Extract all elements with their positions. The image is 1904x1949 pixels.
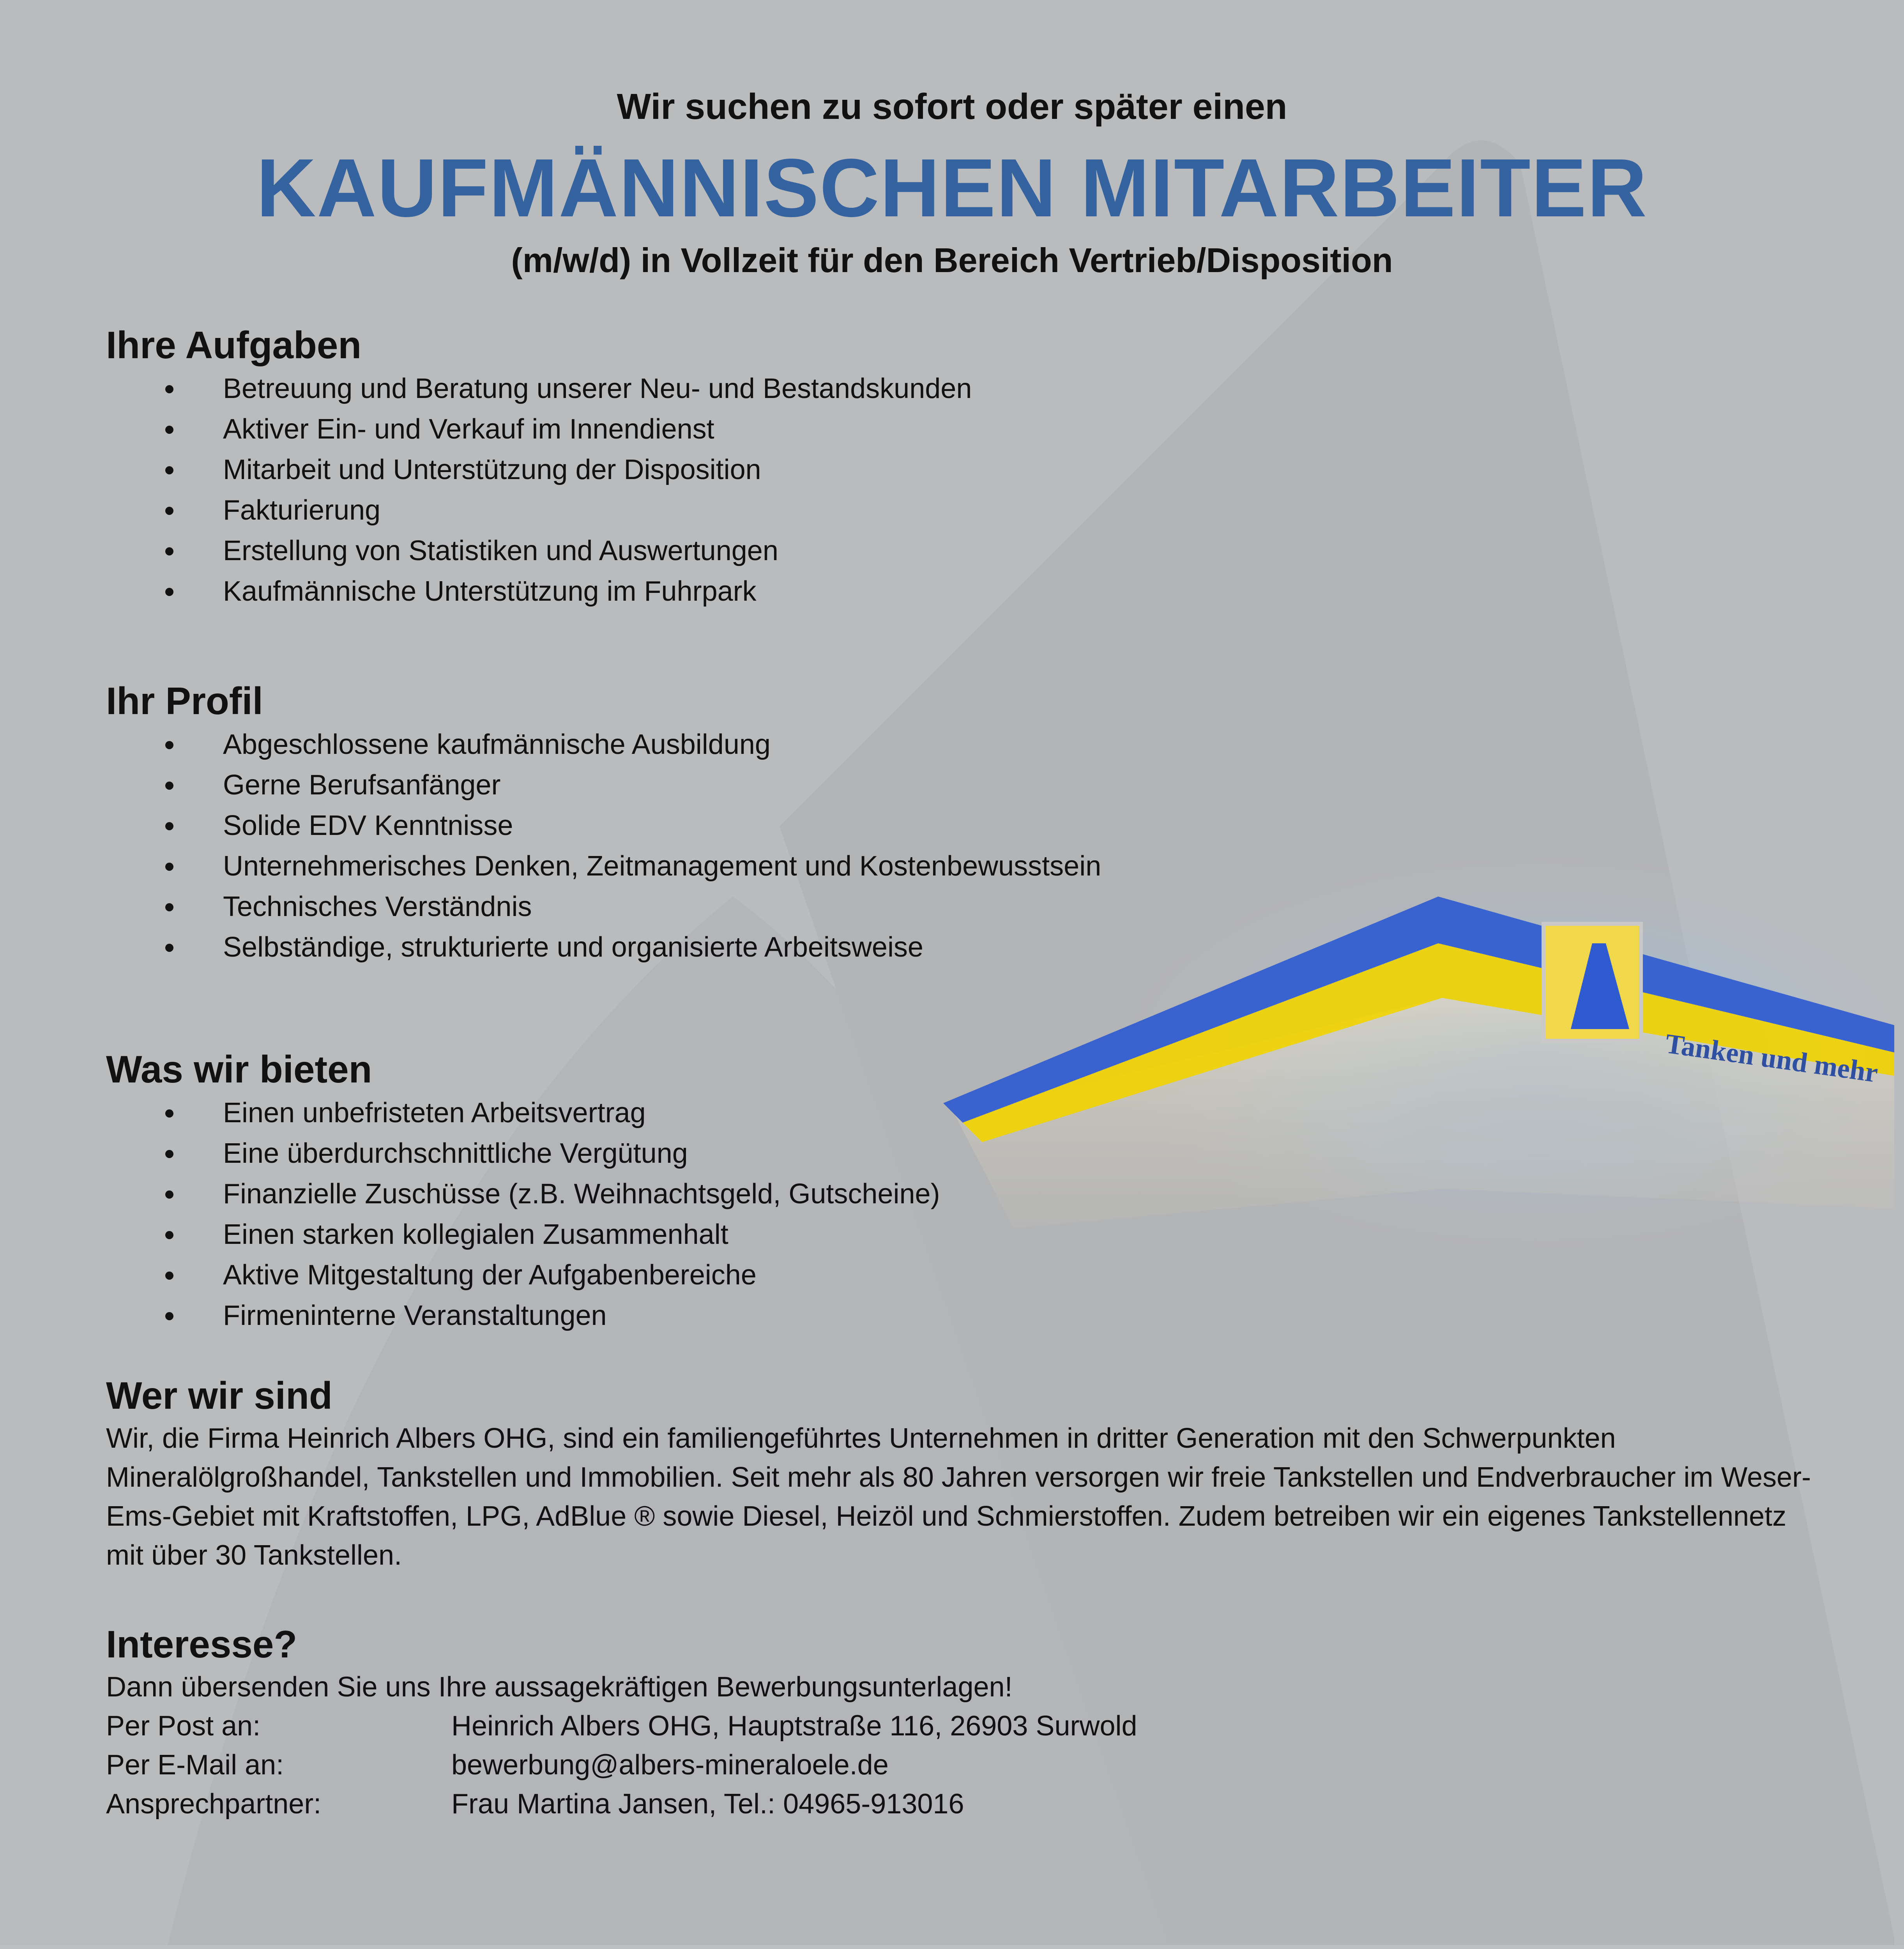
- email-link[interactable]: bewerbung@albers-mineraloele.de: [451, 1749, 889, 1781]
- contact-value: Frau Martina Jansen, Tel.: 04965-913016: [451, 1788, 964, 1820]
- section-heading: Interesse?: [106, 1623, 297, 1666]
- list-item: Erstellung von Statistiken und Auswertungen: [106, 531, 972, 571]
- section-interesse: [106, 1621, 1137, 1823]
- section-heading: Wer wir sind: [106, 1374, 332, 1417]
- list-item: Solide EDV Kenntnisse: [106, 805, 1101, 846]
- section-heading: Ihr Profil: [106, 679, 263, 722]
- list-item: Einen unbefristeten Arbeitsvertrag: [106, 1093, 940, 1133]
- job-title: KAUFMÄNNISCHEN MITARBEITER: [256, 141, 1648, 234]
- contact-row-post: [106, 1707, 1137, 1746]
- list-item: Einen starken kollegialen Zusammenhalt: [106, 1214, 940, 1255]
- list-item: Aktive Mitgestaltung der Aufgabenbereiche: [106, 1255, 940, 1295]
- list-item: Gerne Berufsanfänger: [106, 765, 1101, 805]
- list-item: Unternehmerisches Denken, Zeitmanagement und Kostenbewusstsein: [106, 846, 1101, 886]
- list-item: Selbständige, strukturierte und organisierte Arbeitsweise: [106, 927, 1101, 967]
- list-item: Kaufmännische Unterstützung im Fuhrpark: [106, 571, 972, 612]
- contact-row-email: [106, 1746, 1137, 1785]
- contact-label: Ansprechpartner:: [106, 1788, 322, 1820]
- footer-brand-bar: [0, 1945, 1904, 1949]
- job-subtitle: (m/w/d) in Vollzeit für den Bereich Vertrieb/Disposition: [511, 241, 1393, 279]
- application-call: Dann übersenden Sie uns Ihre aussagekräftigen Bewerbungsunterlagen!: [106, 1671, 1013, 1703]
- section-heading: Ihre Aufgaben: [106, 324, 362, 366]
- canopy-sign-text: Tanken und mehr: [1663, 1028, 1880, 1089]
- section-bieten: [106, 1046, 940, 1336]
- section-heading: Was wir bieten: [106, 1048, 372, 1091]
- list-item: Mitarbeit und Unterstützung der Disposition: [106, 449, 972, 490]
- contact-label: Per Post an:: [106, 1710, 261, 1742]
- offer-list: [106, 1093, 940, 1336]
- section-wer-wir-sind: [106, 1372, 1821, 1575]
- profile-list: [106, 724, 1101, 967]
- contact-label: Per E-Mail an:: [106, 1749, 284, 1781]
- list-item: Technisches Verständnis: [106, 886, 1101, 927]
- list-item: Aktiver Ein- und Verkauf im Innendienst: [106, 409, 972, 449]
- list-item: Finanzielle Zuschüsse (z.B. Weihnachtsgeld, Gutscheine): [106, 1174, 940, 1214]
- list-item: Fakturierung: [106, 490, 972, 531]
- list-item: Betreuung und Beratung unserer Neu- und Bestandskunden: [106, 368, 972, 409]
- list-item: Firmeninterne Veranstaltungen: [106, 1295, 940, 1336]
- intro-line: Wir suchen zu sofort oder später einen: [617, 86, 1287, 127]
- list-item: Abgeschlossene kaufmännische Ausbildung: [106, 724, 1101, 765]
- task-list: [106, 368, 972, 612]
- company-description: Wir, die Firma Heinrich Albers OHG, sind ein familiengeführtes Unternehmen in dritter Generation mit den Schwerpunkten Mineralölgroßhandel, Tankstellen und Immobilien. Seit mehr als 80 Jahren versorgen wir freie Tankstellen und Endverbraucher im Weser-Ems-Gebiet mit Kraftstoffen, LPG, AdBlue ® sowie Diesel, Heizöl und Schmierstoffen. Zudem betreiben wir ein eigenes Tankstellennetz mit über 30 Tankstellen.: [106, 1423, 1811, 1571]
- section-profil: [106, 677, 1101, 967]
- contact-row-person: [106, 1785, 1137, 1823]
- list-item: Eine überdurchschnittliche Vergütung: [106, 1133, 940, 1174]
- contact-value: Heinrich Albers OHG, Hauptstraße 116, 26903 Surwold: [451, 1710, 1137, 1742]
- section-aufgaben: [106, 322, 972, 612]
